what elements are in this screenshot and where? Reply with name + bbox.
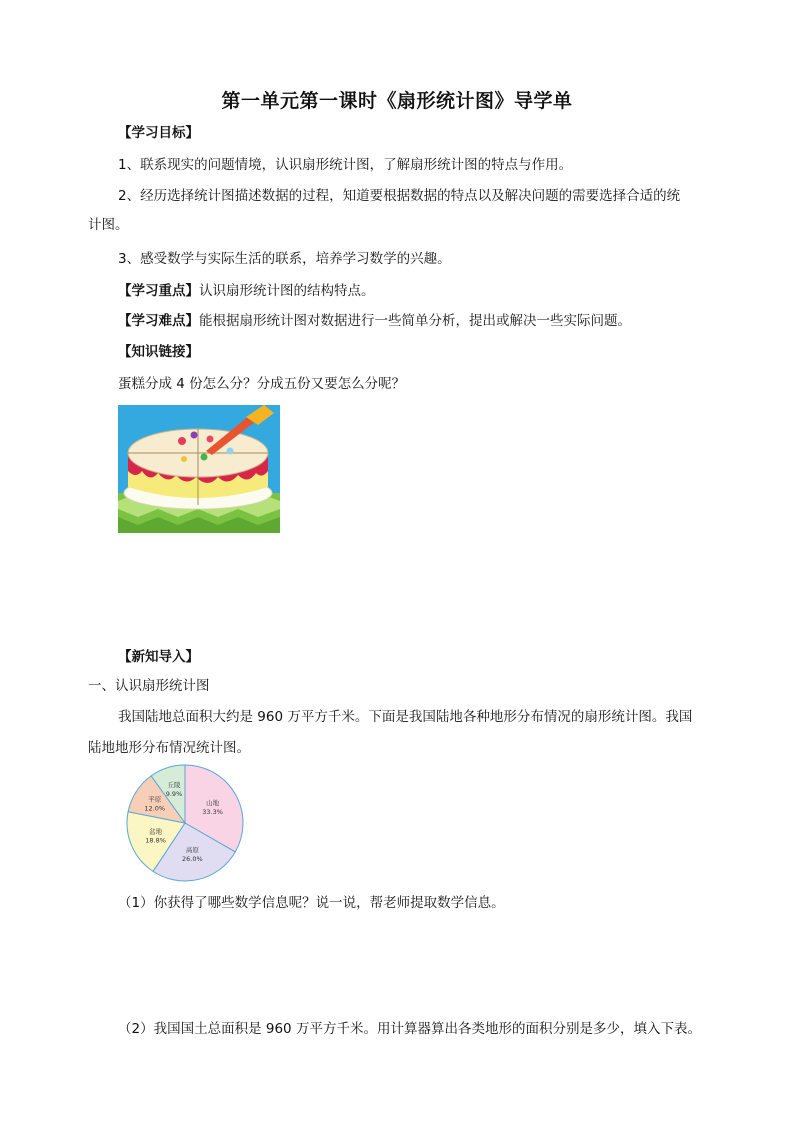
- pie-value-2: 18.8%: [145, 836, 166, 845]
- cake-question: 蛋糕分成 4 份怎么分？分成五份又要怎么分呢？: [118, 376, 406, 392]
- terrain-pie-chart: [122, 762, 248, 884]
- section-heading: 一、认识扇形统计图: [88, 678, 210, 694]
- pie-label-3: 平原: [148, 795, 162, 804]
- difficulty: [118, 311, 631, 331]
- difficulty-text: 能根据扇形统计图对数据进行一些简单分析，提出或解决一些实际问题。: [199, 313, 631, 329]
- key-point-text: 认识扇形统计图的结构特点。: [199, 283, 375, 299]
- pie-value-4: 9.9%: [165, 789, 183, 798]
- objective-2: 2、经历选择统计图描述数据的过程，知道要根据数据的特点以及解决问题的需要选择合适的统: [118, 188, 681, 204]
- new-knowledge-heading: 【新知导入】: [118, 649, 199, 665]
- knowledge-link-heading: 【知识链接】: [118, 344, 199, 360]
- pie-label-4: 丘陵: [167, 780, 181, 789]
- intro-line-2: 陆地地形分布情况统计图。: [88, 740, 250, 756]
- pie-value-1: 26.0%: [182, 855, 203, 864]
- cake-illustration: [118, 405, 280, 533]
- intro-line-1: 我国陆地总面积大约是 960 万平方千米。下面是我国陆地各种地形分布情况的扇形统计图。我国: [118, 709, 693, 725]
- pie-value-0: 33.3%: [202, 808, 223, 817]
- difficulty-label: 【学习难点】: [118, 313, 199, 329]
- pie-label-2: 盆地: [149, 827, 163, 836]
- question-2: （2）我国国土总面积是 960 万平方千米。用计算器算出各类地形的面积分别是多少，填入下表。: [118, 1021, 701, 1037]
- pie-label-0: 山地: [206, 799, 220, 808]
- objectives-heading: 【学习目标】: [118, 125, 199, 141]
- question-1: （1）你获得了哪些数学信息呢？说一说，帮老师提取数学信息。: [118, 895, 505, 911]
- key-point: [118, 281, 375, 301]
- objective-3: 3、感受数学与实际生活的联系，培养学习数学的兴趣。: [118, 251, 451, 267]
- pie-label-1: 高原: [185, 846, 199, 855]
- page-title: 第一单元第一课时《扇形统计图》导学单: [221, 90, 573, 112]
- objective-2-continued: 计图。: [88, 217, 129, 233]
- key-point-label: 【学习重点】: [118, 283, 199, 299]
- pie-value-3: 12.0%: [144, 804, 166, 813]
- objective-1: 1、联系现实的问题情境，认识扇形统计图，了解扇形统计图的特点与作用。: [118, 157, 573, 173]
